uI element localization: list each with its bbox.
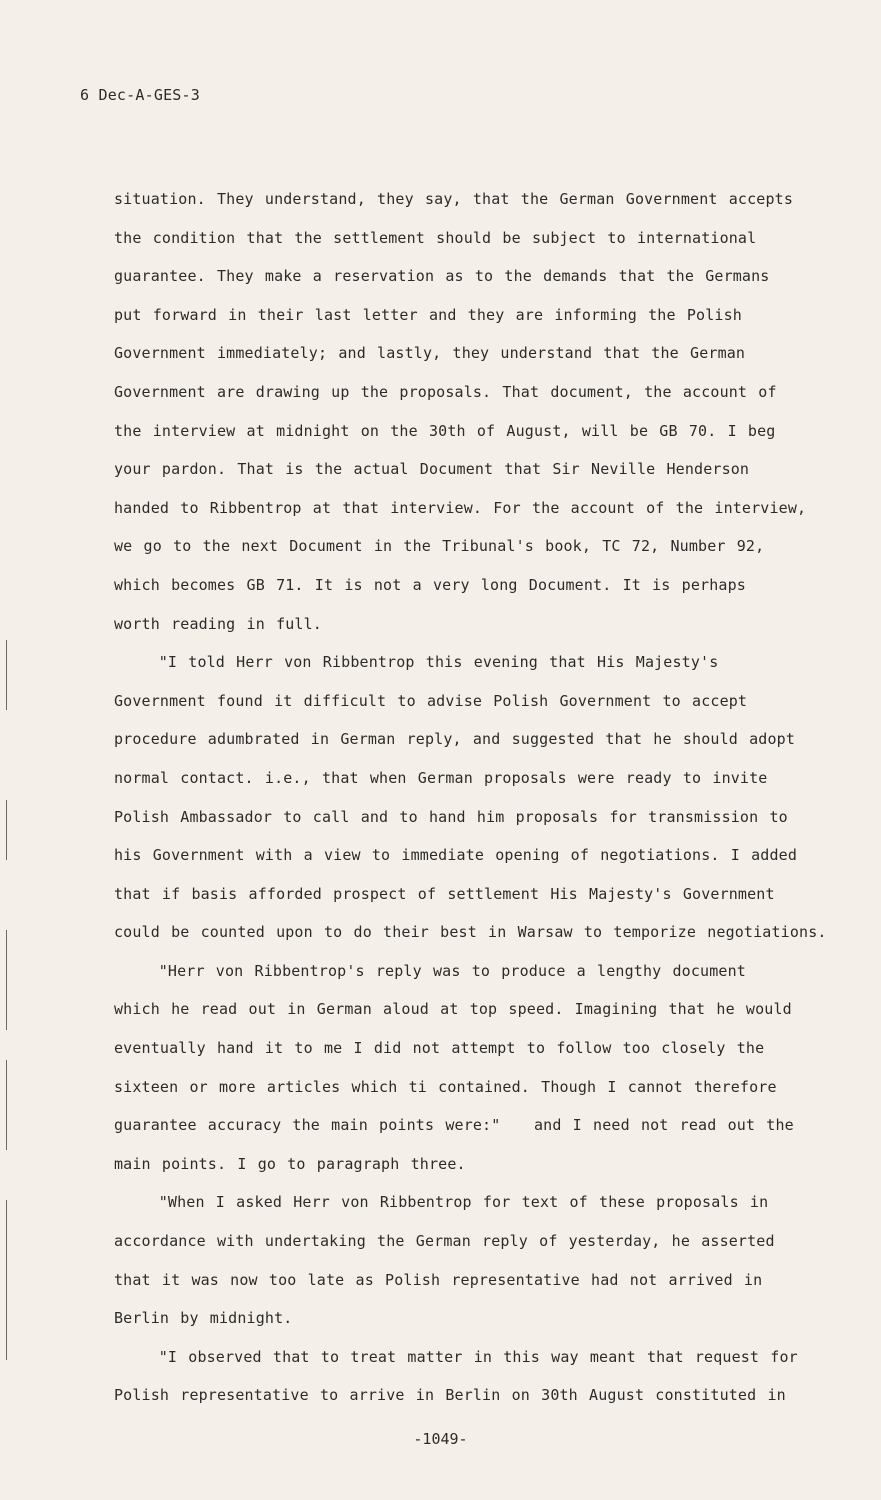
margin-binding-mark [6, 800, 17, 860]
body-line: we go to the next Document in the Tribunal's book, TC 72, Number 92, [114, 537, 765, 556]
body-line: Berlin by midnight. [114, 1309, 293, 1328]
margin-binding-mark [6, 1200, 17, 1360]
body-line: "I observed that to treat matter in this way meant that request for [114, 1347, 798, 1366]
body-line: procedure adumbrated in German reply, and suggested that he should adopt [114, 730, 796, 749]
body-line: could be counted upon to do their best in Warsaw to temporize negotiations. [114, 923, 827, 942]
body-line: Government found it difficult to advise Polish Government to accept [114, 691, 748, 710]
body-line: eventually hand it to me I did not attempt to follow too closely the [114, 1039, 765, 1058]
body-line: Government are drawing up the proposals. That document, the account of [114, 382, 777, 401]
body-line: handed to Ribbentrop at that interview. For the account of the interview, [114, 498, 807, 517]
body-line: his Government with a view to immediate opening of negotiations. I added [114, 846, 798, 865]
body-line: "Herr von Ribbentrop's reply was to produce a lengthy document [114, 961, 746, 980]
margin-binding-mark [6, 930, 17, 1030]
margin-binding-mark [6, 1060, 17, 1150]
body-line: which becomes GB 71. It is not a very long Document. It is perhaps [114, 575, 746, 594]
body-line: Polish representative to arrive in Berlin on 30th August constituted in [114, 1386, 786, 1405]
body-line: guarantee accuracy the main points were:" and I need not read out the [114, 1116, 794, 1135]
page-number: -1049- [413, 1430, 468, 1448]
body-line: main points. I go to paragraph three. [114, 1154, 466, 1173]
body-line: accordance with undertaking the German reply of yesterday, he asserted [114, 1232, 775, 1251]
body-line: normal contact. i.e., that when German proposals were ready to invite [114, 768, 768, 787]
body-line: worth reading in full. [114, 614, 322, 633]
body-line: that if basis afforded prospect of settlement His Majesty's Government [114, 884, 775, 903]
body-line: which he read out in German aloud at top speed. Imagining that he would [114, 1000, 792, 1019]
body-line: sixteen or more articles which ti contained. Though I cannot therefore [114, 1077, 777, 1096]
body-line: the condition that the settlement should be subject to international [114, 228, 757, 247]
body-line: situation. They understand, they say, that the German Government accepts [114, 190, 794, 208]
body-line: guarantee. They make a reservation as to the demands that the Germans [114, 267, 770, 286]
body-line: "When I asked Herr von Ribbentrop for text of these proposals in [114, 1193, 769, 1212]
margin-binding-mark [6, 640, 17, 710]
body-line: Polish Ambassador to call and to hand him proposals for transmission to [114, 807, 788, 826]
body-line: that it was now too late as Polish representative had not arrived in [114, 1270, 763, 1289]
transcript-body [114, 180, 844, 1415]
body-line: "I told Herr von Ribbentrop this evening that His Majesty's [114, 653, 719, 672]
body-line: your pardon. That is the actual Document that Sir Neville Henderson [114, 460, 750, 479]
body-line: the interview at midnight on the 30th of August, will be GB 70. I beg [114, 421, 776, 440]
body-line: Government immediately; and lastly, they understand that the German [114, 344, 746, 363]
body-line: put forward in their last letter and they are informing the Polish [114, 305, 742, 324]
document-id: 6 Dec-A-GES-3 [80, 86, 200, 104]
